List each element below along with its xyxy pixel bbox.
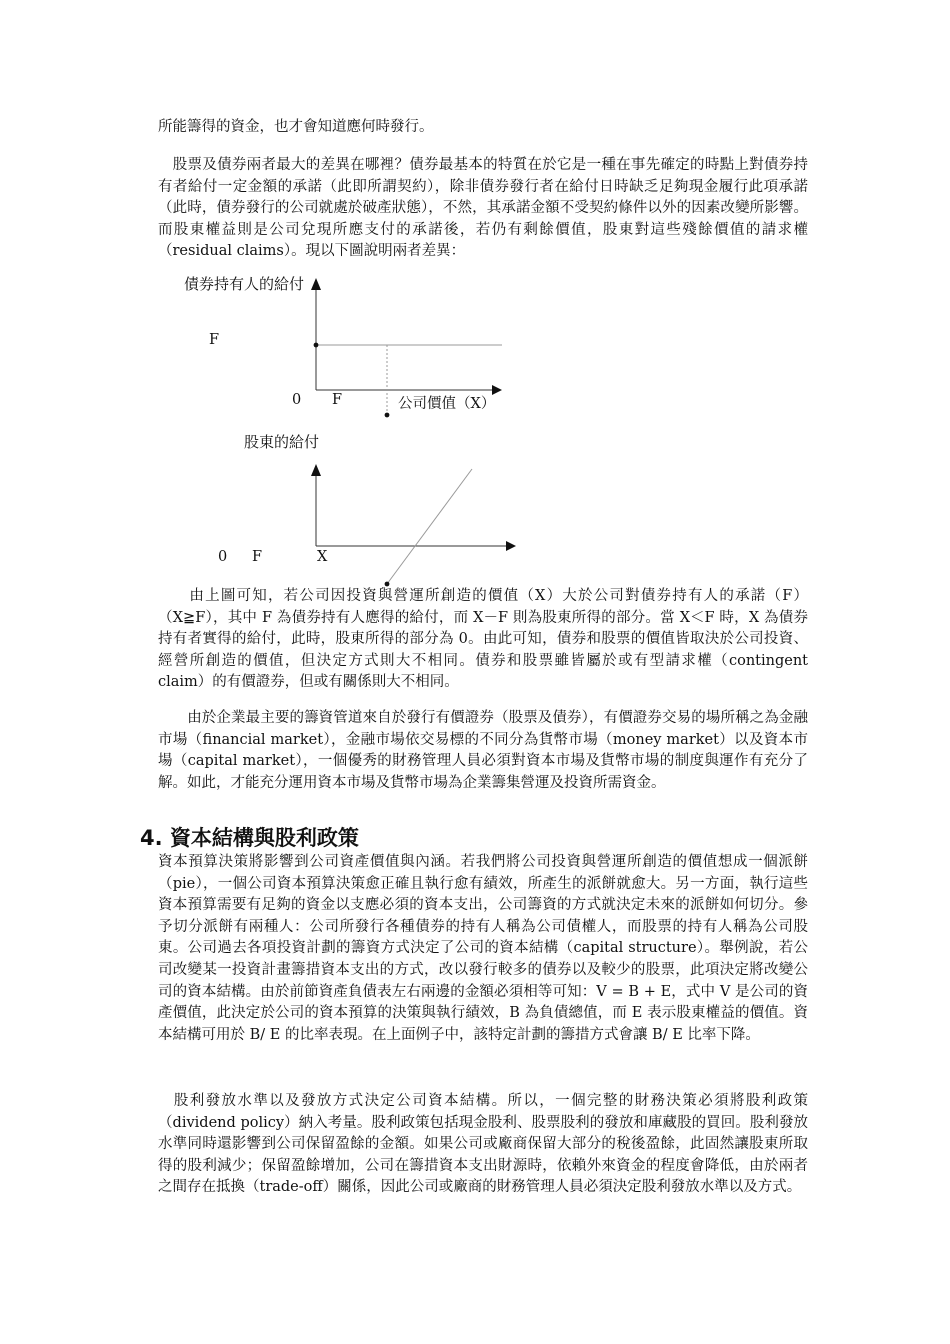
figure2-title: 股東的給付: [244, 433, 320, 451]
figure2-payoff-diagonal: [387, 469, 472, 584]
figure1-origin-label: 0: [292, 392, 302, 408]
figure2-y-axis-arrow: [311, 464, 321, 476]
paragraph-continuation: 所能籌得的資金，也才會知道應何時發行。: [158, 119, 434, 135]
figure1-point-F-y: [314, 343, 319, 348]
figure1-x-axis-label: 公司價值（X）: [398, 396, 496, 412]
figure1-x-axis-arrow: [492, 385, 502, 395]
paragraph-capital-structure: 資本預算決策將影響到公司資產價值與內涵。若我們將公司投資與營運所創造的價值想成一個派餅（pie），一個公司資本預算決策愈正確且執行愈有績效，所產生的派餅就愈大。另一方面，執行這些資本預算需要有足夠的資金以支應必須的資本支出，公司籌資的方式就決定未來的派餅如何切分。參予切分派餅有兩種人：公司所發行各種債券的持有人稱為公司債權人，而股票的持有人稱為公司股東。公司過去各項投資計劃的籌資方式決定了公司的資本結構（capital structure）。舉例說，若公司改變某一投資計畫籌措資本支出的方式，改以發行較多的債券以及較少的股票，此項決定將改變公司的資本結構。由於前節資產負債表左右兩邊的金額必須相等可知：V = B + E，式中 V 是公司的資產價值，此決定於公司的資本預算的決策與執行績效，B 為負債總值，而 E 表示股東權益的價值。資本結構可用於 B/ E 的比率表現。在上面例子中，該特定計劃的籌措方式會讓 B/ E 比率下降。: [158, 854, 808, 1043]
figure2-x-label-F: F: [252, 549, 263, 565]
figure1-y-label-F: F: [209, 332, 220, 348]
figure2-x-axis-label: X: [317, 549, 328, 565]
paragraph-figure-explanation: 由上圖可知，若公司因投資與營運所創造的價值（X）大於公司對債券持有人的承諾（F）（X≧F），其中 F 為債券持有人應得的給付，而 X－F 則為股東所得的部分。當 X＜F 時，X 為債券持有者實得的給付，此時，股東所得的部分為 0。由此可知，債券和股票的價值皆取決於公司投資、經營所創造的價值，但決定方式則大不相同。債券和股票雖皆屬於或有型請求權（contingent claim）的有價證券，但或有關係則大不相同。: [158, 588, 808, 691]
figure1-point-F-x: [385, 413, 390, 418]
paragraph-stock-bond-difference: 股票及債券兩者最大的差異在哪裡？債券最基本的特質在於它是一種在事先確定的時點上對債券持有者給付一定金額的承諾（此即所謂契約），除非債券發行者在給付日時缺乏足夠現金履行此項承諾（此時，債券發行的公司就處於破產狀態），不然，其承諾金額不受契約條件以外的因素改變所影響。而股東權益則是公司兌現所應支付的承諾後，若仍有剩餘價值，股東對這些殘餘價值的請求權（residual claims）。現以下圖說明兩者差異：: [158, 157, 808, 260]
paragraph-financial-market: 由於企業最主要的籌資管道來自於發行有價證券（股票及債券），有價證券交易的場所稱之為金融市場（financial market），金融市場依交易標的不同分為貨幣市場（money market）以及資本市場（capital market），一個優秀的財務管理人員必須對資本市場及貨幣市場的制度與運作有充分了解。如此，才能充分運用資本市場及貨幣市場為企業籌集營運及投資所需資金。: [158, 710, 808, 791]
figure1-x-label-F: F: [332, 392, 343, 408]
figure1-y-axis-arrow: [311, 278, 321, 290]
section4-heading: 4. 資本結構與股利政策: [140, 826, 359, 850]
figure2-origin-label: 0: [218, 549, 228, 565]
payoff-diagrams: [0, 0, 950, 620]
paragraph-dividend-policy: 股利發放水準以及發放方式決定公司資本結構。所以，一個完整的財務決策必須將股利政策（dividend policy）納入考量。股利政策包括現金股利、股票股利的發放和庫藏股的買回。股利發放水準同時還影響到公司保留盈餘的金額。如果公司或廠商保留大部分的稅後盈餘，此固然讓股東所取得的股利減少；保留盈餘增加，公司在籌措資本支出財源時，依賴外來資金的程度會降低，由於兩者之間存在抵換（trade-off）關係，因此公司或廠商的財務管理人員必須決定股利發放水準以及方式。: [158, 1093, 808, 1196]
figure2-x-axis-arrow: [506, 541, 516, 551]
figure1-title: 債券持有人的給付: [184, 275, 305, 293]
